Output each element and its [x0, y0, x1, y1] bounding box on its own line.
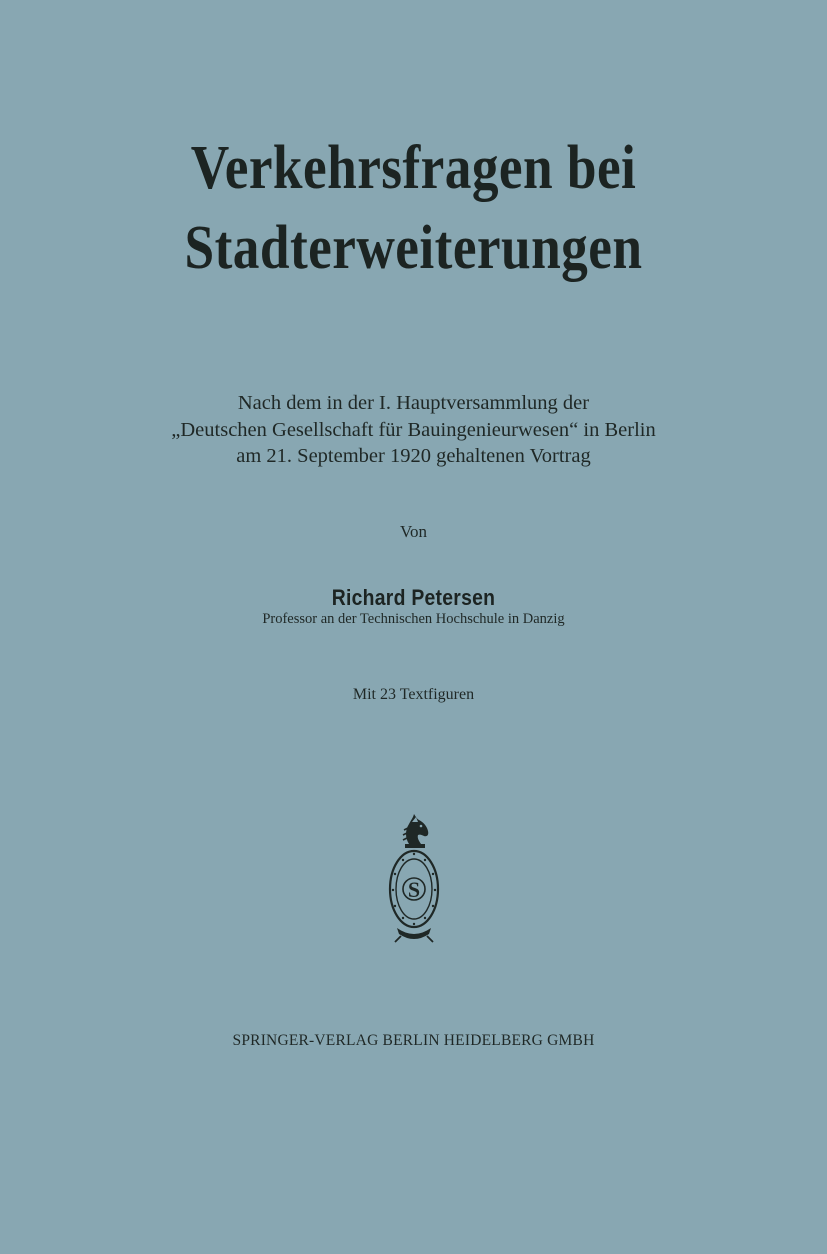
book-subtitle [0, 390, 827, 470]
author-affiliation: Professor an der Technischen Hochschule in Danzig [262, 611, 565, 627]
title-line-1: Verkehrsfragen bei [190, 134, 637, 202]
publisher-name: SPRINGER-VERLAG BERLIN HEIDELBERG GMBH [232, 1032, 595, 1049]
subtitle-line-3: am 21. September 1920 gehaltenen Vortrag [236, 445, 591, 467]
book-title [58, 128, 769, 288]
subtitle-line-2: „Deutschen Gesellschaft für Bauingenieurwesen“ in Berlin [171, 418, 656, 441]
title-line-2: Stadterweiterungen [184, 214, 643, 282]
author-name: Richard Petersen [331, 585, 496, 610]
springer-horse-emblem-icon [383, 808, 445, 948]
subtitle-line-1: Nach dem in der I. Hauptversammlung der [237, 392, 590, 414]
emblem-letter: S [407, 877, 421, 902]
figures-note: Mit 23 Textfiguren [352, 686, 475, 703]
by-label: Von [399, 522, 428, 541]
